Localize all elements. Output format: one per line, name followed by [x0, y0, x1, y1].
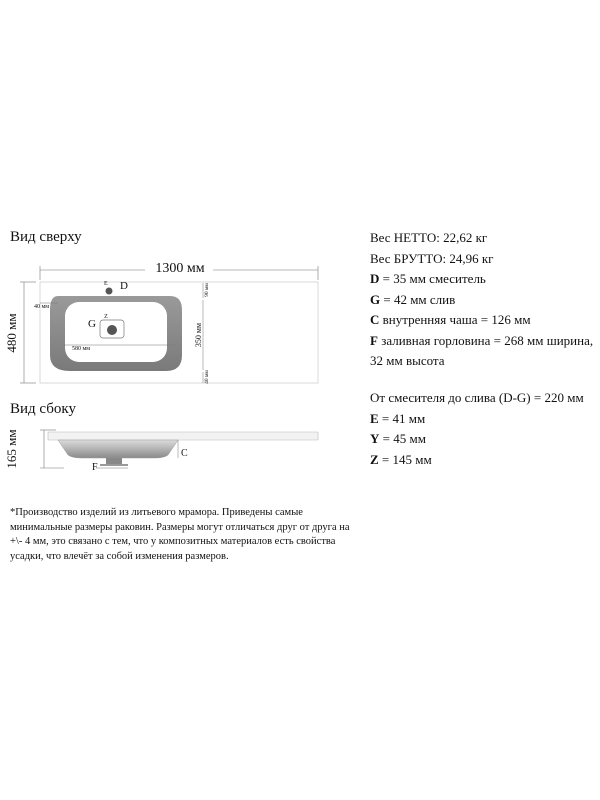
spec-line: G = 42 мм слив [370, 291, 456, 307]
bowl-depth-label: 350 мм [194, 322, 203, 348]
side-letter-c: C [181, 448, 188, 459]
production-note: *Производство изделий из литьевого мрамора. Приведены самые минимальные размеры раковин. Размеры могут отличаться друг от друга на +\- 4 мм, это связано с тем, что у композитных материалов есть свойства усадки, что влечёт за собой изменения размеров. [10, 507, 350, 562]
spec-line: E = 41 мм [370, 410, 426, 426]
spec-line: От смесителя до слива (D-G) = 220 мм [370, 390, 584, 405]
side-slab [48, 432, 318, 440]
top-view [4, 259, 318, 384]
spec-list-2 [370, 388, 584, 470]
side-view-heading: Вид сбоку [10, 401, 76, 417]
height-label: 165 мм [4, 429, 19, 469]
bowl-width-label: 580 мм [72, 346, 91, 352]
spec-line: 32 мм высота [370, 353, 445, 368]
top-view-heading: Вид сверху [10, 229, 82, 245]
spec-line: Вес БРУТТО: 24,96 кг [370, 250, 494, 266]
margin-bottom-label: 40 мм [204, 370, 210, 384]
drain-icon [107, 325, 117, 335]
faucet-letter-e: E [104, 281, 108, 287]
drain-letter-z: Z [104, 314, 108, 320]
side-letter-f: F [92, 462, 98, 473]
spec-line: C внутренняя чаша = 126 мм [370, 312, 531, 327]
margin-left-label: 40 мм [34, 304, 50, 310]
spec-line: Вес НЕТТО: 22,62 кг [370, 230, 488, 245]
side-drain-outlet [106, 458, 122, 464]
spec-line: Y = 45 мм [370, 431, 426, 446]
side-bowl-profile [58, 440, 178, 458]
margin-top-label: 90 мм [204, 283, 210, 297]
length-label: 1300 мм [155, 261, 205, 276]
drain-letter-g: G [88, 318, 96, 330]
faucet-letter-d: D [120, 280, 128, 292]
faucet-hole-icon [106, 288, 113, 295]
spec-line: D = 35 мм смеситель [370, 271, 486, 286]
depth-label: 480 мм [4, 313, 19, 353]
spec-line: F заливная горловина = 268 мм ширина, [370, 332, 594, 348]
spec-line: Z = 145 мм [370, 451, 432, 467]
spec-list [370, 228, 593, 372]
side-view [4, 429, 318, 473]
